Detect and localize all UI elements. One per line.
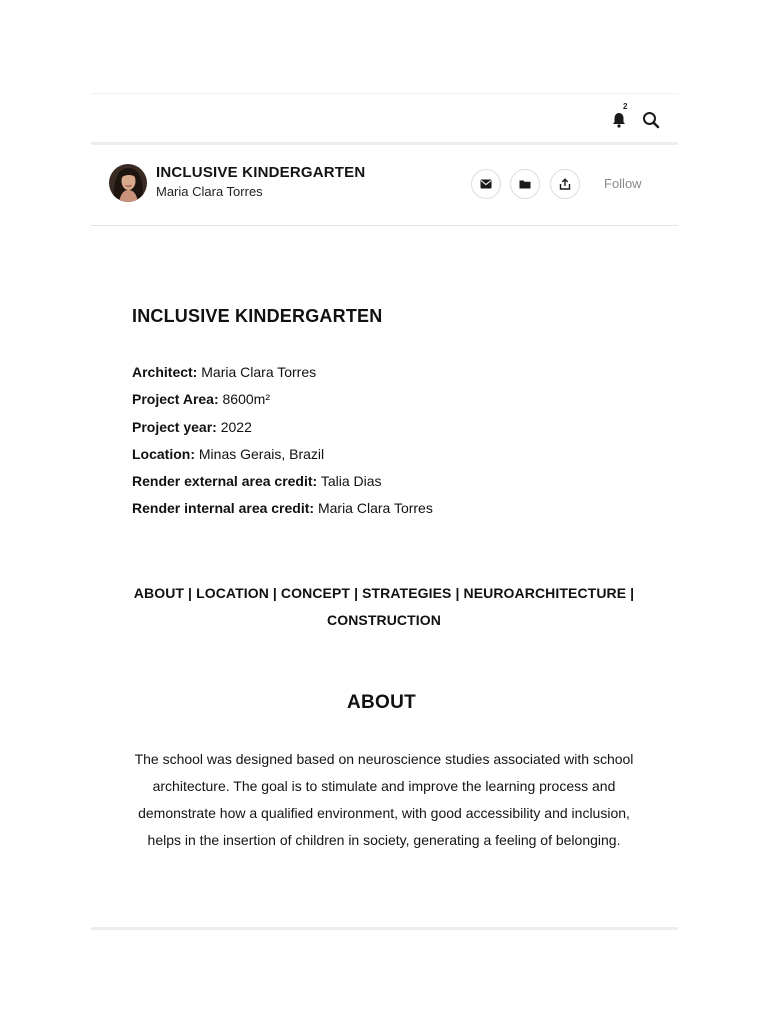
detail-project-year — [132, 419, 252, 435]
project-title[interactable]: INCLUSIVE KINDERGARTEN — [156, 164, 366, 181]
detail-label: Location: — [132, 446, 195, 462]
search-icon[interactable] — [641, 110, 661, 130]
detail-value: 8600m² — [222, 391, 270, 407]
message-button[interactable] — [471, 169, 501, 199]
detail-project-area — [132, 391, 270, 407]
detail-label: Architect: — [132, 364, 198, 380]
share-button[interactable] — [550, 169, 580, 199]
avatar[interactable] — [109, 164, 147, 202]
folder-icon — [519, 179, 531, 189]
page-title: INCLUSIVE KINDERGARTEN — [132, 306, 383, 326]
detail-value: Talia Dias — [320, 473, 382, 489]
notification-count-badge: 2 — [623, 102, 628, 111]
section-navigation: ABOUT | LOCATION | CONCEPT | STRATEGIES | NEUROARCHITECTURE | CONSTRUCTION — [133, 585, 635, 628]
share-icon — [559, 178, 571, 190]
detail-value: Maria Clara Torres — [317, 500, 433, 516]
top-header-bar — [91, 93, 678, 145]
detail-location — [132, 446, 324, 462]
detail-render-internal-credit — [132, 500, 433, 516]
detail-label: Project Area: — [132, 391, 219, 407]
envelope-icon — [480, 179, 492, 189]
follow-button[interactable]: Follow — [604, 176, 642, 191]
about-paragraph: The school was designed based on neuroscience studies associated with school architecture. The goal is to stimulate and improve the learning process and demonstrate how a qualified environment, with good accessibility and inclusion, helps in the insertion of children in society, generating a feeling of belonging. — [134, 751, 634, 848]
detail-label: Project year: — [132, 419, 217, 435]
divider — [91, 927, 678, 930]
add-to-collection-button[interactable] — [510, 169, 540, 199]
detail-render-external-credit — [132, 473, 382, 489]
detail-architect — [132, 364, 316, 380]
about-heading: ABOUT — [346, 692, 417, 713]
detail-label: Render external area credit: — [132, 473, 318, 489]
project-author-link[interactable]: Maria Clara Torres — [156, 184, 263, 199]
detail-value: Maria Clara Torres — [201, 364, 317, 380]
detail-label: Render internal area credit: — [132, 500, 315, 516]
detail-value: 2022 — [220, 419, 252, 435]
detail-value: Minas Gerais, Brazil — [198, 446, 325, 462]
bell-icon[interactable] — [610, 111, 628, 129]
